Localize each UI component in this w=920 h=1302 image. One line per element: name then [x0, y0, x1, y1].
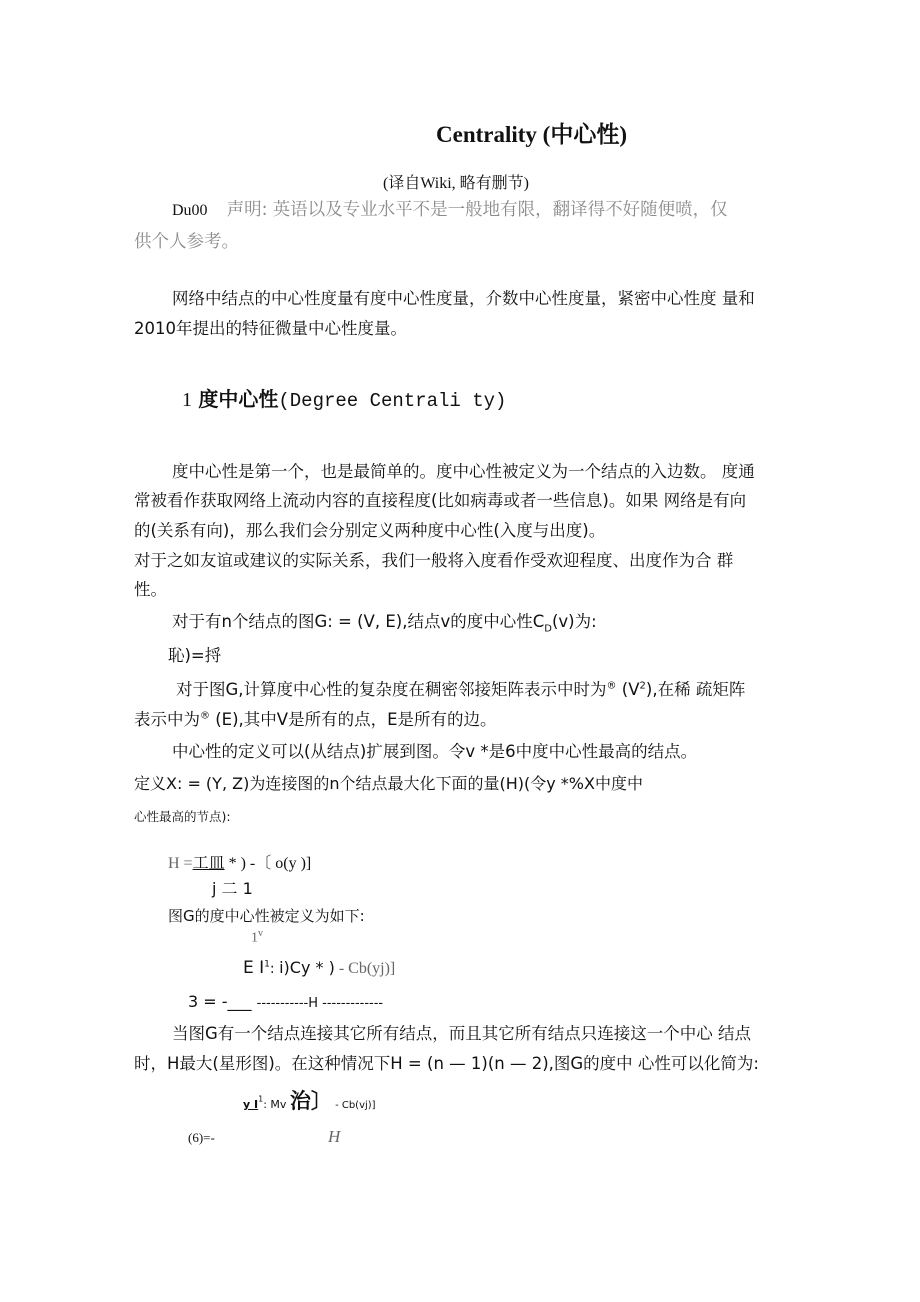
- subtitle: (译自Wiki, 略有删节): [383, 175, 530, 192]
- para7-line-1: 当图G有一个结点连接其它所有结点，而且其它所有结点只连接这一个中心 结点: [172, 1024, 752, 1043]
- intro-line-2: 2010年提出的特征微量中心性度量。: [134, 319, 407, 338]
- para3-sup-a: ®: [606, 680, 617, 692]
- para3-line-1: [176, 676, 745, 700]
- disclaimer-line-1: [172, 196, 728, 221]
- para1-line-3: 的(关系有向)，那么我们会分别定义两种度中心性(入度与出度)。: [134, 521, 606, 540]
- formula3-main: y $I^1$: Mv 治〕 - Cb(vj)]: [243, 1089, 376, 1113]
- formula-h-left: H =: [168, 855, 193, 872]
- disclaimer-text: 英语以及专业水平不是一般地有限，翻译得不好随便喷，仅: [272, 200, 728, 220]
- formula3-lhs: (6)=-: [188, 1130, 215, 1145]
- page-title: Centrality (中心性): [436, 122, 627, 147]
- para1-line-4: 对于之如友谊或建议的实际关系，我们一般将入度看作受欢迎程度、出度作为合 群: [134, 551, 734, 570]
- formula3-big: 治〕: [289, 1089, 332, 1113]
- formula2-term-b: - Cb(yj)]: [334, 960, 396, 977]
- formula2-left: 3 = -___: [188, 992, 257, 1011]
- section-title-en: (Degree Centrali ty): [278, 390, 507, 412]
- para3-text-e: (E),其中V是所有的点，E是所有的边。: [210, 710, 497, 729]
- formula-h-index: j 二 1: [212, 879, 253, 898]
- intro-line-1: 网络中结点的中心性度量有度中心性度量，介数中心性度量，紧密中心性度 量和: [172, 289, 755, 308]
- section-title-cn: 度中心性: [198, 387, 279, 411]
- para3-line-2: [134, 706, 497, 730]
- para1-line-1: 度中心性是第一个，也是最简单的。度中心性被定义为一个结点的入边数。 度通: [172, 462, 755, 481]
- para1-line-2: 常被看作获取网络上流动内容的直接程度(比如病毒或者一些信息)。如果 网络是有向: [134, 491, 747, 510]
- formula-h: [168, 850, 311, 873]
- formula2-sum: E I: [243, 958, 265, 978]
- formula2-main: E $I^1$: i)Cy * ) - Cb(yj)]: [243, 958, 396, 978]
- para3-text-a: 对于图G,计算度中心性的复杂度在稠密邻接矩阵表示中时为: [176, 680, 607, 699]
- formula-degree-centrality: 恥)=捋: [168, 646, 222, 665]
- formula2-sup-v: v: [258, 928, 263, 939]
- formula2-sup: [251, 928, 263, 947]
- formula-h-mid: * ) -〔 o(y )]: [224, 855, 312, 872]
- formula3-term: - Cb(vj)]: [331, 1100, 376, 1111]
- para3-text-b: (V: [616, 680, 640, 699]
- para1-line-5: 性。: [134, 580, 167, 599]
- disclaimer-label: 声明:: [226, 200, 268, 220]
- para2: [172, 608, 597, 634]
- para5-line-2: 心性最高的节点):: [134, 809, 231, 824]
- para3-text-d: 表示中为: [134, 710, 200, 729]
- disclaimer-line-2: 供个人参考。: [134, 232, 239, 252]
- para5-line-1: 定义X: = (Y, Z)为连接图的n个结点最大化下面的量(H)(令y *%X中度中: [134, 774, 643, 793]
- formula-h-lower: [212, 876, 253, 899]
- para7-line-2: 时，H最大(星形图)。在这种情况下H = (n — 1)(n — 2),图G的度中 心性可以化简为:: [134, 1054, 759, 1073]
- formula2-sup-number: 1: [251, 930, 258, 946]
- para2-prefix: 对于有n个结点的图G: = (V, E),结点v的度中心性C: [172, 612, 545, 631]
- formula2-term: i)Cy * ): [279, 958, 335, 977]
- para3-sup-c: ®: [200, 710, 210, 722]
- para2-suffix: (v)为:: [551, 612, 597, 631]
- disclaimer-author: Du00: [172, 202, 208, 219]
- section-number: 1: [182, 389, 192, 411]
- para6: 图G的度中心性被定义为如下:: [168, 907, 365, 925]
- formula3-denominator: H: [328, 1127, 341, 1146]
- para3-sup-b: 2: [639, 680, 646, 692]
- formula-h-underlined: 工皿: [192, 853, 225, 872]
- formula2-dashes: -----------H -------------: [256, 996, 384, 1011]
- formula3-sum: y I: [243, 1098, 259, 1111]
- section-heading: [182, 383, 506, 412]
- para3-text-c: ),在稀 疏矩阵: [645, 680, 746, 699]
- formula2-lhs: [188, 992, 383, 1011]
- para4: 中心性的定义可以(从结点)扩展到图。令v *是6中度中心性最高的结点。: [172, 742, 698, 761]
- para2-sub: D: [544, 623, 552, 635]
- formula3-mv: : Mv: [263, 1098, 290, 1111]
